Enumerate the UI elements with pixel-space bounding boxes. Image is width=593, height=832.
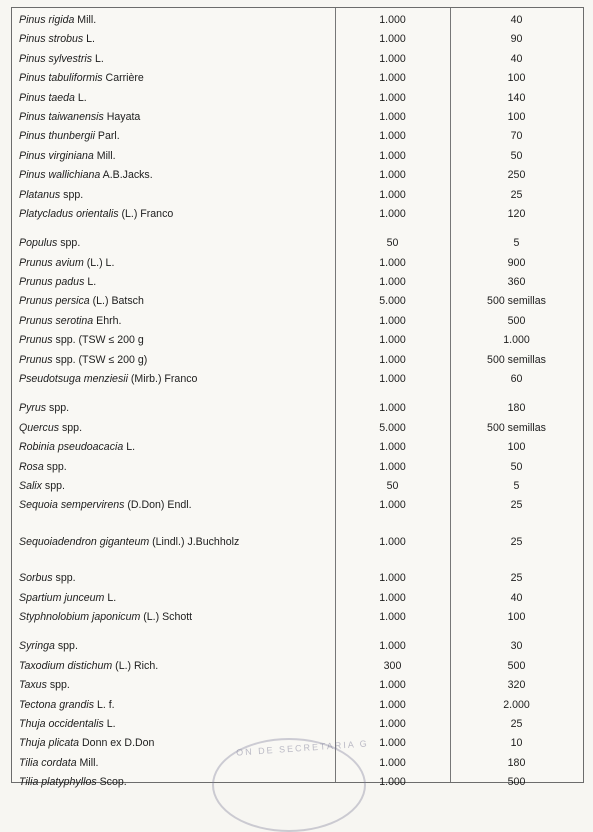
table-row: Pyrus spp. 1.000 180 xyxy=(19,402,526,415)
table-row: Pinus sylvestris L. 1.000 40 xyxy=(19,52,523,65)
table-row: Spartium junceum L. 1.000 40 xyxy=(19,591,523,604)
table-row: Prunus persica (L.) Batsch 5.000 500 semillas xyxy=(19,295,546,308)
table-row: Quercus spp. 5.000 500 semillas xyxy=(19,421,546,434)
table-row: Tilia cordata Mill. 1.000 180 xyxy=(19,756,526,769)
table-row: Taxodium distichum (L.) Rich. 300 500 xyxy=(19,659,526,672)
table-row: Pinus wallichiana A.B.Jacks. 1.000 250 xyxy=(19,169,526,182)
table-row: Pinus taeda L. 1.000 140 xyxy=(19,91,526,104)
table-row: Rosa spp. 1.000 50 xyxy=(19,460,523,473)
table-row: Sequoia sempervirens (D.Don) Endl. 1.000 25 xyxy=(19,499,523,512)
table-row: Pinus virginiana Mill. 1.000 50 xyxy=(19,149,523,162)
document-page xyxy=(11,7,584,789)
table-row: Prunus avium (L.) L. 1.000 900 xyxy=(19,256,526,269)
table-row: Prunus serotina Ehrh. 1.000 500 xyxy=(19,314,526,327)
table-row: Platycladus orientalis (L.) Franco 1.000 120 xyxy=(19,207,526,220)
table-row: Prunus padus L. 1.000 360 xyxy=(19,276,526,289)
table-row: Platanus spp. 1.000 25 xyxy=(19,188,523,201)
stamp-text: ON DE SECRETARIA G xyxy=(235,738,370,758)
table-row: Pinus tabuliformis Carrière 1.000 100 xyxy=(19,72,526,85)
group-spacer xyxy=(12,552,583,569)
group-spacer xyxy=(12,627,583,637)
table-row: Tilia platyphyllos Scop. 1.000 500 xyxy=(19,776,526,789)
table-row: Sequoiadendron giganteum (Lindl.) J.Buchholz 1.000 25 xyxy=(19,535,523,548)
table-row: Pinus taiwanensis Hayata 1.000 100 xyxy=(19,110,526,123)
table-row: Populus spp. 50 5 xyxy=(19,237,520,250)
table-row: Pseudotsuga menziesii (Mirb.) Franco 1.000 60 xyxy=(19,373,523,386)
seed-table xyxy=(12,11,583,792)
group-spacer xyxy=(12,389,583,399)
table-row: Pinus strobus L. 1.000 90 xyxy=(19,33,523,46)
table-row: Robinia pseudoacacia L. 1.000 100 xyxy=(19,441,526,454)
table-row: Styphnolobium japonicum (L.) Schott 1.000 100 xyxy=(19,610,526,623)
table-row: Pinus thunbergii Parl. 1.000 70 xyxy=(19,130,523,143)
table-row: Syringa spp. 1.000 30 xyxy=(19,640,523,653)
table-row: Taxus spp. 1.000 320 xyxy=(19,679,526,692)
group-spacer xyxy=(12,224,583,234)
table-row: Prunus spp. (TSW ≤ 200 g) 1.000 500 semillas xyxy=(19,353,546,366)
table-row: Tectona grandis L. f. 1.000 2.000 xyxy=(19,698,530,711)
table-row: Thuja occidentalis L. 1.000 25 xyxy=(19,717,523,730)
table-row: Salix spp. 50 5 xyxy=(19,479,520,492)
table-row: Sorbus spp. 1.000 25 xyxy=(19,572,523,585)
group-spacer xyxy=(12,516,583,533)
table-row: Thuja plicata Donn ex D.Don 1.000 10 xyxy=(19,737,523,750)
table-row: Prunus spp. (TSW ≤ 200 g 1.000 1.000 xyxy=(19,334,530,347)
table-row: Pinus rigida Mill. 1.000 40 xyxy=(19,14,523,26)
